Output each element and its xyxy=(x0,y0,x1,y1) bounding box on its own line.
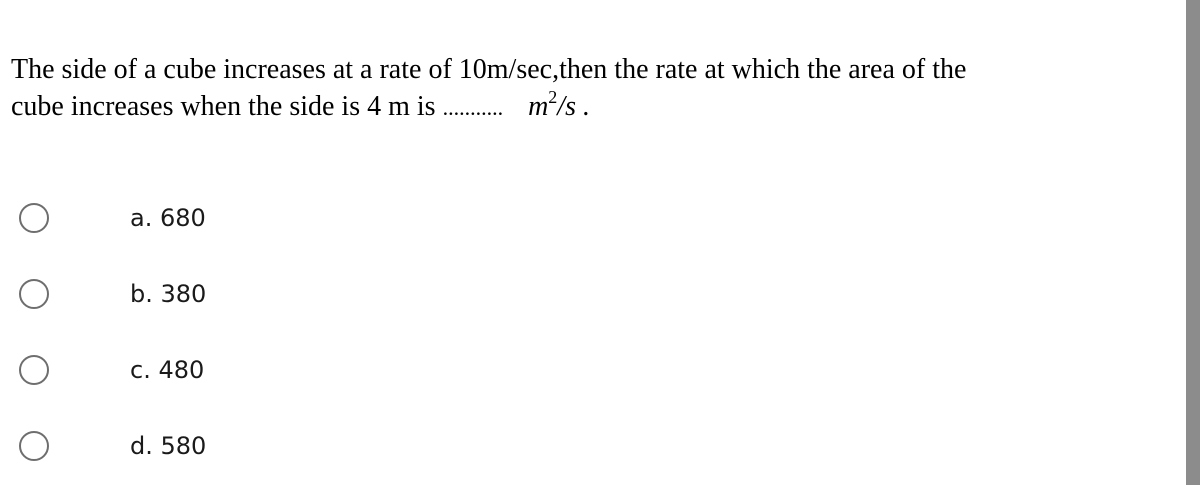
option-d-label: d. 580 xyxy=(130,432,207,460)
unit-base: m xyxy=(528,91,549,122)
answer-blank-dots: ........... xyxy=(442,95,504,120)
question-line-2 xyxy=(11,88,1191,126)
radio-button-d[interactable] xyxy=(19,431,49,461)
option-a[interactable] xyxy=(0,201,400,241)
question-line-2-text: cube increases when the side is 4 m is xyxy=(11,91,436,122)
option-b[interactable] xyxy=(0,277,400,317)
question-line-1: The side of a cube increases at a rate of 10m/sec,then the rate at which the area of the xyxy=(11,54,967,85)
unit-exponent: 2 xyxy=(548,87,558,107)
radio-button-b[interactable] xyxy=(19,279,49,309)
radio-button-c[interactable] xyxy=(19,355,49,385)
radio-button-a[interactable] xyxy=(19,203,49,233)
option-a-label: a. 680 xyxy=(130,204,206,232)
question-text xyxy=(11,51,1191,126)
unit-expression xyxy=(528,87,590,122)
option-b-label: b. 380 xyxy=(130,280,207,308)
option-c[interactable] xyxy=(0,353,400,393)
option-d[interactable] xyxy=(0,429,400,469)
option-c-label: c. 480 xyxy=(130,356,205,384)
unit-rest: /s . xyxy=(557,91,590,122)
